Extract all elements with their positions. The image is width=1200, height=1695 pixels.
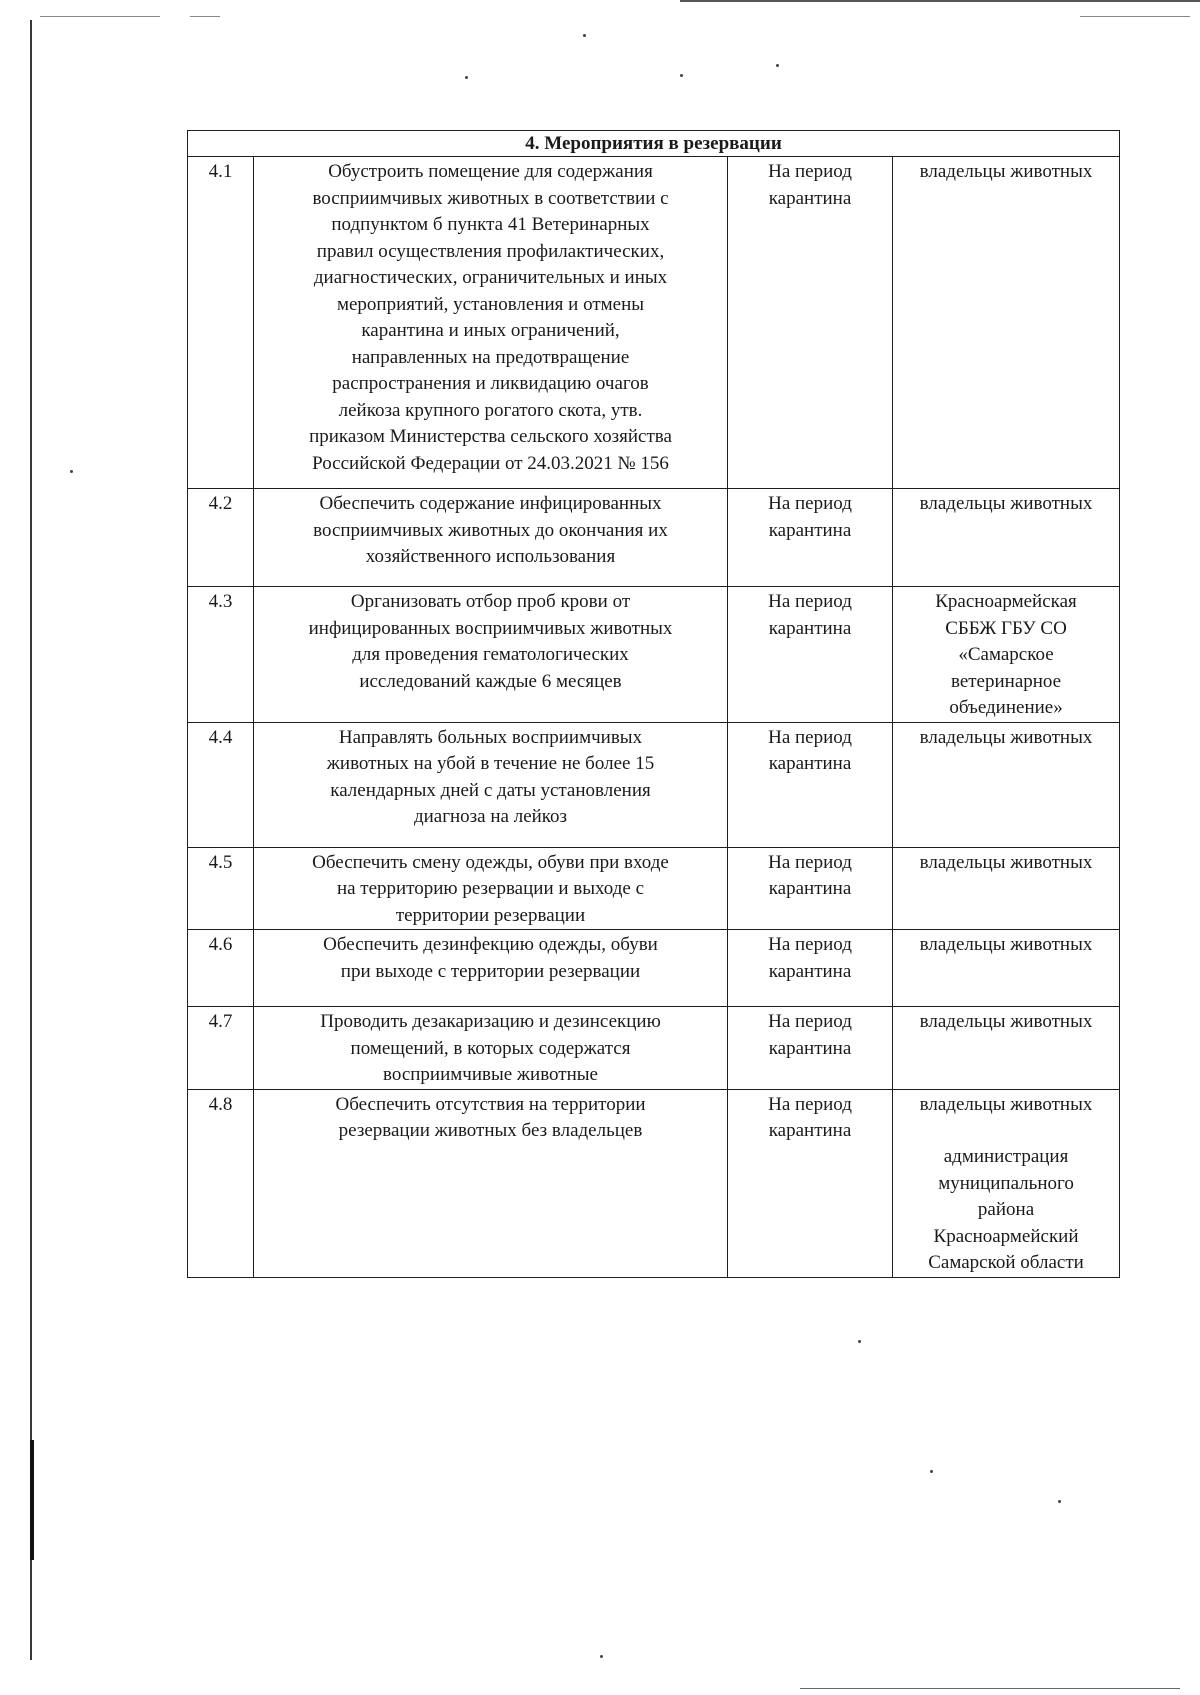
responsible-cell [893,847,1120,930]
activity-text-line: Организовать отбор проб крови от [350,591,631,612]
scan-speck [70,470,73,473]
measures-table [187,130,1120,1278]
activity-text-line: подпунктом б пункта 41 Ветеринарных [331,214,650,235]
activity-text-line: Российской Федерации от 24.03.2021 № 156 [312,452,669,474]
responsible-text-line: владельцы животных [919,161,1093,182]
responsible-text-line: владельцы животных [919,934,1093,955]
activity-text-line: Обеспечить смену одежды, обуви при входе [312,851,669,873]
activity-text-line: на территорию резервации и выходе с [336,878,645,899]
activity-text-line: приказом Министерства сельского хозяйства [309,426,672,447]
responsible-text-line: Красноармейская [935,591,1077,612]
activity-text-line: животных на убой в течение не более 15 [326,753,655,774]
table-row [188,1007,1120,1090]
scan-top-dash [40,16,160,17]
activity-text-line: при выходе с территории резервации [340,960,641,982]
activity-cell [254,489,728,587]
scan-top-line [680,0,1200,2]
activity-text-line: Обеспечить отсутствия на территории [335,1093,646,1115]
responsible-cell [893,157,1120,489]
activity-text-line: исследований каждые 6 месяцев [359,670,622,692]
row-number: 4.4 [188,722,254,847]
activity-text-line: Обеспечить дезинфекцию одежды, обуви [323,934,658,955]
activity-cell [254,847,728,930]
section-title: 4. Мероприятия в резервации [188,131,1120,157]
activity-text-line: для проведения гематологических [352,644,629,665]
responsible-text-line: СББЖ ГБУ СО [945,617,1067,639]
scan-speck [680,74,683,77]
scan-speck [930,1470,933,1473]
responsible-cell [893,587,1120,723]
activity-text-line: карантина и иных ограничений, [361,320,620,341]
activity-text-line: правил осуществления профилактических, [316,240,665,262]
term-cell [728,1089,893,1277]
activity-text-line: Направлять больных восприимчивых [338,726,643,748]
activity-text-line: календарных дней с даты установления [330,779,651,801]
scan-speck [1058,1500,1061,1503]
responsible-text-line: объединение» [949,697,1063,718]
row-number: 4.8 [188,1089,254,1277]
row-number: 4.3 [188,587,254,723]
term-text-line: На период [768,161,852,182]
row-number: 4.2 [188,489,254,587]
scan-speck [858,1340,861,1343]
activity-text-line: лейкоза крупного рогатого скота, утв. [338,399,643,421]
activity-cell [254,930,728,1007]
responsible-text-line: администрация [943,1146,1069,1167]
row-number: 4.1 [188,157,254,489]
responsible-text-line: Самарской области [928,1252,1084,1273]
term-text-line: На период [768,493,852,514]
scan-edge-left-mark [30,1440,34,1560]
table-row [188,1089,1120,1277]
activity-text-line: хозяйственного использования [365,546,616,567]
responsible-text-line: владельцы животных [919,493,1093,514]
table-row [188,722,1120,847]
table-row [188,587,1120,723]
responsible-cell [893,489,1120,587]
scan-speck [600,1655,603,1658]
activity-text-line: Обустроить помещение для содержания [328,161,653,182]
table-row [188,930,1120,1007]
activity-text-line: Проводить дезакаризацию и дезинсекцию [320,1011,661,1032]
responsible-text-line: владельцы животных [919,726,1093,748]
table-row [188,489,1120,587]
row-number: 4.6 [188,930,254,1007]
activity-text-line: восприимчивых животных до окончания их [313,519,668,541]
table-row [188,847,1120,930]
activity-cell [254,1089,728,1277]
term-text-line: На период [768,1011,852,1032]
activity-text-line: мероприятий, установления и отмены [336,293,645,315]
row-number: 4.7 [188,1007,254,1090]
activity-text-line: восприимчивых животных в соответствии с [312,187,669,209]
responsible-cell [893,722,1120,847]
activity-text-line: распространения и ликвидацию очагов [332,373,649,394]
term-text-line: карантина [768,1120,852,1141]
term-text-line: карантина [768,753,852,774]
activity-text-line: Обеспечить содержание инфицированных [319,493,662,514]
term-text-line: На период [768,934,852,955]
activity-cell [254,722,728,847]
activity-text-line: восприимчивые животные [383,1064,598,1085]
term-cell [728,587,893,723]
table-body [188,157,1120,1278]
responsible-text-line [895,1118,1117,1144]
responsible-text-line: района [977,1199,1035,1220]
responsible-text-line: владельцы животных [919,851,1093,873]
responsible-cell [893,1007,1120,1090]
responsible-text-line: муниципального [938,1172,1074,1194]
term-text-line: На период [768,591,852,612]
term-text-line: На период [768,726,852,748]
term-cell [728,157,893,489]
activity-cell [254,587,728,723]
activity-cell [254,1007,728,1090]
scan-speck [776,64,779,67]
activity-cell [254,157,728,489]
responsible-text-line: Красноармейский [933,1225,1079,1247]
scan-top-dash [190,16,220,17]
responsible-text-line: «Самарское [958,644,1054,665]
term-cell [728,1007,893,1090]
activity-text-line: направленных на предотвращение [351,346,630,368]
responsible-text-line: владельцы животных [919,1011,1093,1032]
term-text-line: карантина [768,960,852,982]
responsible-text-line: ветеринарное [950,670,1062,692]
activity-text-line: резервации животных без владельцев [338,1120,643,1141]
term-text-line: карантина [768,1037,852,1059]
term-cell [728,722,893,847]
activity-text-line: территории резервации [395,904,586,926]
responsible-cell [893,930,1120,1007]
responsible-text-line: владельцы животных [919,1093,1093,1115]
activity-text-line: диагноза на лейкоз [413,806,568,827]
activity-text-line: диагностических, ограничительных и иных [313,267,668,288]
table-row [188,157,1120,489]
term-text-line: карантина [768,519,852,541]
term-cell [728,847,893,930]
scan-edge-left [30,20,32,1660]
term-text-line: карантина [768,878,852,899]
scan-top-dash [1080,16,1190,17]
activity-text-line: инфицированных восприимчивых животных [308,617,673,639]
term-text-line: На период [768,851,852,873]
term-cell [728,489,893,587]
scan-speck [583,34,586,37]
table-header-row [188,131,1120,157]
term-cell [728,930,893,1007]
row-number: 4.5 [188,847,254,930]
scan-bottom-line [800,1688,1180,1689]
term-text-line: карантина [768,187,852,209]
term-text-line: На период [768,1093,852,1115]
activity-text-line: помещений, в которых содержатся [350,1037,631,1059]
scan-speck [465,76,468,79]
responsible-cell [893,1089,1120,1277]
term-text-line: карантина [768,617,852,639]
